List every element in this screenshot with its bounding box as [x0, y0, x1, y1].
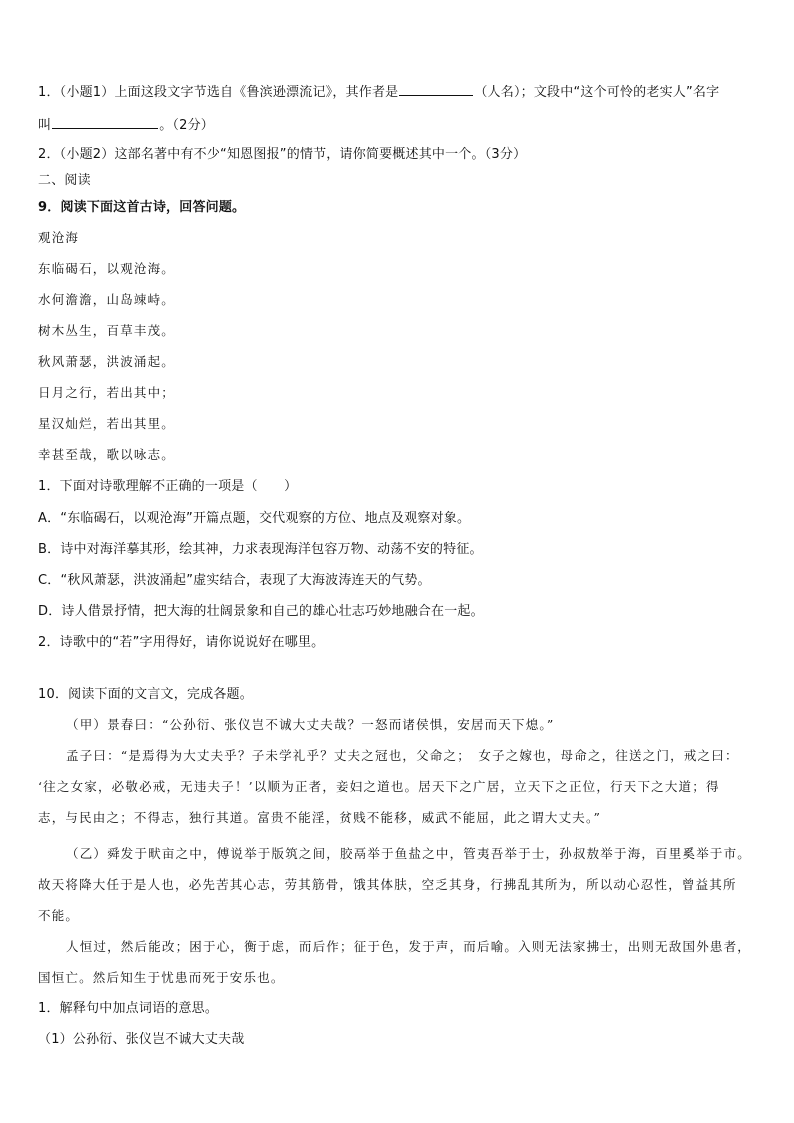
section-heading: 二、阅读: [38, 173, 91, 188]
q8-sub1-line2: [38, 115, 214, 135]
option-c: C．“秋风萧瑟，洪波涌起”虚实结合，表现了大海波涛连天的气势。: [38, 573, 431, 588]
poem-line: 秋风萧瑟，洪波涌起。: [38, 354, 176, 369]
passage-yi-line: 人恒过，然后能改；困于心，衡于虑，而后作；征于色，发于声，而后喻。入则无法家拂士，出则无敌国外患者，: [66, 939, 752, 954]
option-a: A．“东临碣石，以观沧海”开篇点题，交代观察的方位、地点及观察对象。: [38, 511, 471, 526]
passage-yi-line: 故天将降大任于是人也，必先苦其心志，劳其筋骨，饿其体肤，空乏其身，行拂乱其所为，所以动心忍性，曾益其所: [38, 877, 737, 892]
q8-sub2-question: 2．（小题2）这部名著中有不少“知恩图报”的情节，请你简要概述其中一个。（3分）: [38, 147, 527, 162]
option-b: B．诗中对海洋摹其形，绘其神，力求表现海洋包容万物、动荡不安的特征。: [38, 542, 483, 557]
q8-sub1-text-d: 。（2分）: [159, 118, 214, 133]
passage-jia-line: ‘往之女家，必敬必戒，无违夫子！’以顺为正者，妾妇之道也。居天下之广居，立天下之正位，行天下之大道；得: [38, 779, 720, 794]
q8-sub1-text-a: 1．（小题1）上面这段文字节选自《鲁滨逊漂流记》，其作者是: [38, 85, 399, 100]
poem-line: 东临碣石，以观沧海。: [38, 261, 176, 276]
q9-prompt: 9．阅读下面这首古诗，回答问题。: [38, 200, 246, 215]
name-answer-blank[interactable]: [52, 115, 158, 129]
q8-sub1-text-b: （人名）；文段中“这个可怜的老实人”名字: [474, 85, 720, 100]
q10-sub1-question: 1．解释句中加点词语的意思。: [38, 1001, 219, 1016]
q9-sub2-question: 2．诗歌中的“若”字用得好，请你说说好在哪里。: [38, 635, 325, 650]
passage-yi-line: 不能。: [38, 908, 80, 923]
passage-jia-line: 孟子曰：“是焉得为大丈夫乎？子未学礼乎？丈夫之冠也，父命之； 女子之嫁也，母命之，往送之门，戒之曰：: [66, 748, 739, 763]
poem-line: 树木丛生，百草丰茂。: [38, 323, 176, 338]
passage-jia-line: 志，与民由之；不得志，独行其道。富贵不能淫，贫贱不能移，威武不能屈，此之谓大丈夫。”: [38, 810, 602, 825]
q10-prompt: 10．阅读下面的文言文，完成各题。: [38, 687, 253, 702]
poem-line: 日月之行，若出其中；: [38, 385, 176, 400]
q10-sub1-item1: （1）公孙衍、张仪岂不诚大丈夫哉: [38, 1032, 245, 1047]
q8-sub1-text-c: 叫: [38, 118, 52, 133]
poem-line: 幸甚至哉，歌以咏志。: [38, 447, 176, 462]
passage-yi-line: （乙）舜发于畎亩之中，傅说举于版筑之间，胶鬲举于鱼盐之中，管夷吾举于士，孙叔敖举于海，百里奚举于市。: [66, 846, 752, 861]
author-answer-blank[interactable]: [399, 82, 473, 96]
q8-sub1-line1: [38, 82, 719, 102]
q9-sub1-question: 1．下面对诗歌理解不正确的一项是（ ）: [38, 479, 298, 494]
poem-line: 星汉灿烂，若出其里。: [38, 416, 176, 431]
option-d: D．诗人借景抒情，把大海的壮阔景象和自己的雄心壮志巧妙地融合在一起。: [38, 604, 484, 619]
passage-jia-line: （甲）景春曰：“公孙衍、张仪岂不诚大丈夫哉？一怒而诸侯惧，安居而天下熄。”: [66, 717, 555, 732]
poem-line: 水何澹澹，山岛竦峙。: [38, 292, 176, 307]
poem-title: 观沧海: [38, 230, 80, 245]
passage-yi-line: 国恒亡。然后知生于忧患而死于安乐也。: [38, 970, 285, 985]
